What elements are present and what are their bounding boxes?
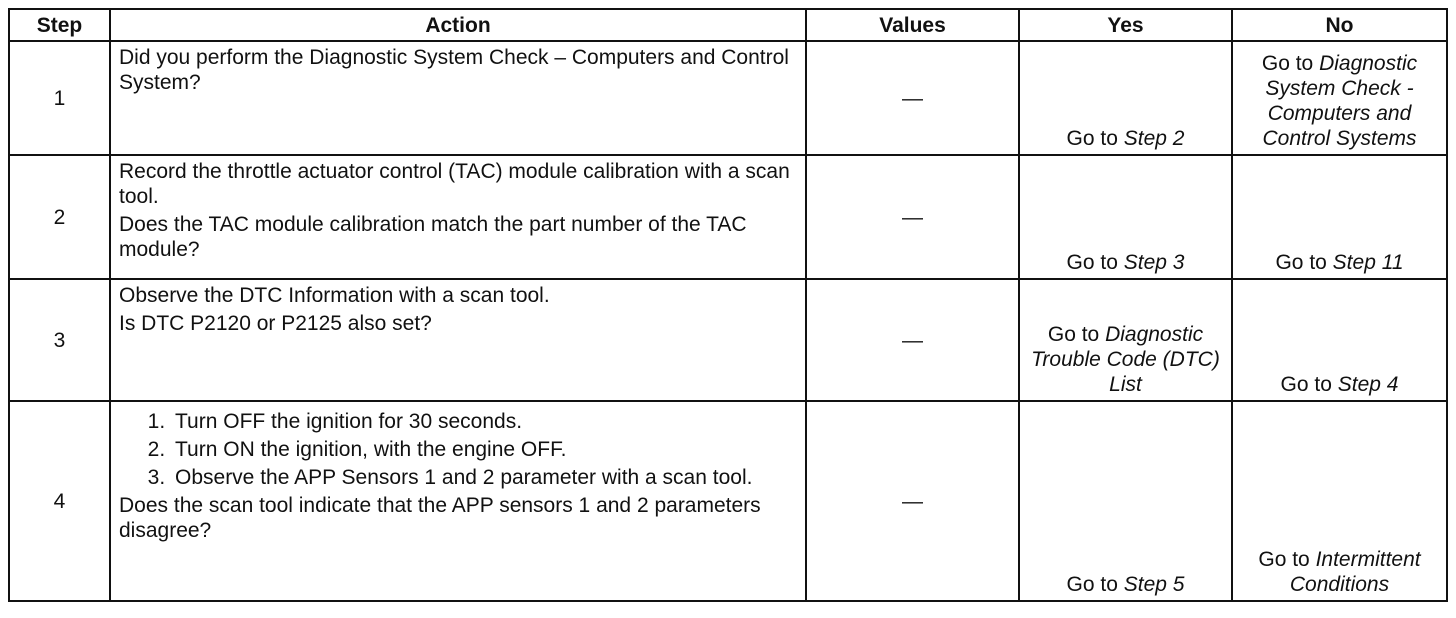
list-item: 1. Turn OFF the ignition for 30 seconds. — [171, 409, 797, 434]
header-row — [9, 9, 1447, 41]
header-values: Values — [806, 9, 1019, 41]
yes-cell — [1019, 401, 1232, 601]
yes-link[interactable]: Step 5 — [1123, 573, 1185, 596]
table-row — [9, 155, 1447, 279]
yes-cell — [1019, 41, 1232, 155]
values-cell — [806, 279, 1019, 401]
no-cell — [1232, 41, 1447, 155]
list-item: 3. Observe the APP Sensors 1 and 2 parameter with a scan tool. — [171, 465, 797, 490]
yes-link[interactable]: Diagnostic Trouble Code (DTC) List — [1031, 323, 1220, 396]
action-cell — [110, 279, 806, 401]
values-cell — [806, 41, 1019, 155]
diagnostic-table — [8, 8, 1448, 602]
yes-cell — [1019, 155, 1232, 279]
no-cell — [1232, 279, 1447, 401]
yes-prefix: Go to — [1066, 127, 1124, 150]
no-link[interactable]: Step 4 — [1337, 373, 1399, 396]
values-cell — [806, 401, 1019, 601]
step-number: 2 — [9, 155, 110, 279]
action-text: Did you perform the Diagnostic System Check – Computers and Control System? — [119, 46, 789, 94]
no-prefix: Go to — [1258, 548, 1316, 571]
no-prefix: Go to — [1275, 251, 1333, 274]
no-link[interactable]: Step 11 — [1332, 251, 1404, 274]
action-steps-list — [119, 409, 797, 490]
yes-prefix: Go to — [1066, 251, 1124, 274]
table-row — [9, 41, 1447, 155]
values-cell — [806, 155, 1019, 279]
values-dash: — — [902, 489, 923, 513]
list-item: 2. Turn ON the ignition, with the engine OFF. — [171, 437, 797, 462]
header-no: No — [1232, 9, 1447, 41]
values-dash: — — [902, 328, 923, 352]
action-question: Does the TAC module calibration match the part number of the TAC module? — [119, 213, 747, 261]
table-row — [9, 279, 1447, 401]
values-dash: — — [902, 86, 923, 110]
action-question: Is DTC P2120 or P2125 also set? — [119, 312, 432, 335]
action-text: Record the throttle actuator control (TAC) module calibration with a scan tool. — [119, 160, 790, 208]
header-yes: Yes — [1019, 9, 1232, 41]
yes-cell — [1019, 279, 1232, 401]
yes-link[interactable]: Step 3 — [1123, 251, 1185, 274]
step-number: 3 — [9, 279, 110, 401]
yes-prefix: Go to — [1066, 573, 1124, 596]
no-prefix: Go to — [1261, 52, 1320, 75]
header-step: Step — [9, 9, 110, 41]
action-cell — [110, 155, 806, 279]
no-link[interactable]: Intermittent Conditions — [1289, 548, 1421, 596]
step-number: 1 — [9, 41, 110, 155]
no-cell — [1232, 401, 1447, 601]
action-text: Observe the DTC Information with a scan tool. — [119, 284, 550, 307]
header-action: Action — [110, 9, 806, 41]
no-cell — [1232, 155, 1447, 279]
values-dash: — — [902, 205, 923, 229]
no-link[interactable]: Diagnostic System Check - Computers and Control Systems — [1262, 52, 1418, 150]
no-prefix: Go to — [1280, 373, 1338, 396]
action-cell — [110, 401, 806, 601]
action-cell — [110, 41, 806, 155]
action-question: Does the scan tool indicate that the APP sensors 1 and 2 parameters disagree? — [119, 494, 761, 542]
yes-link[interactable]: Step 2 — [1123, 127, 1185, 150]
step-number: 4 — [9, 401, 110, 601]
table-row — [9, 401, 1447, 601]
yes-prefix: Go to — [1047, 323, 1106, 346]
